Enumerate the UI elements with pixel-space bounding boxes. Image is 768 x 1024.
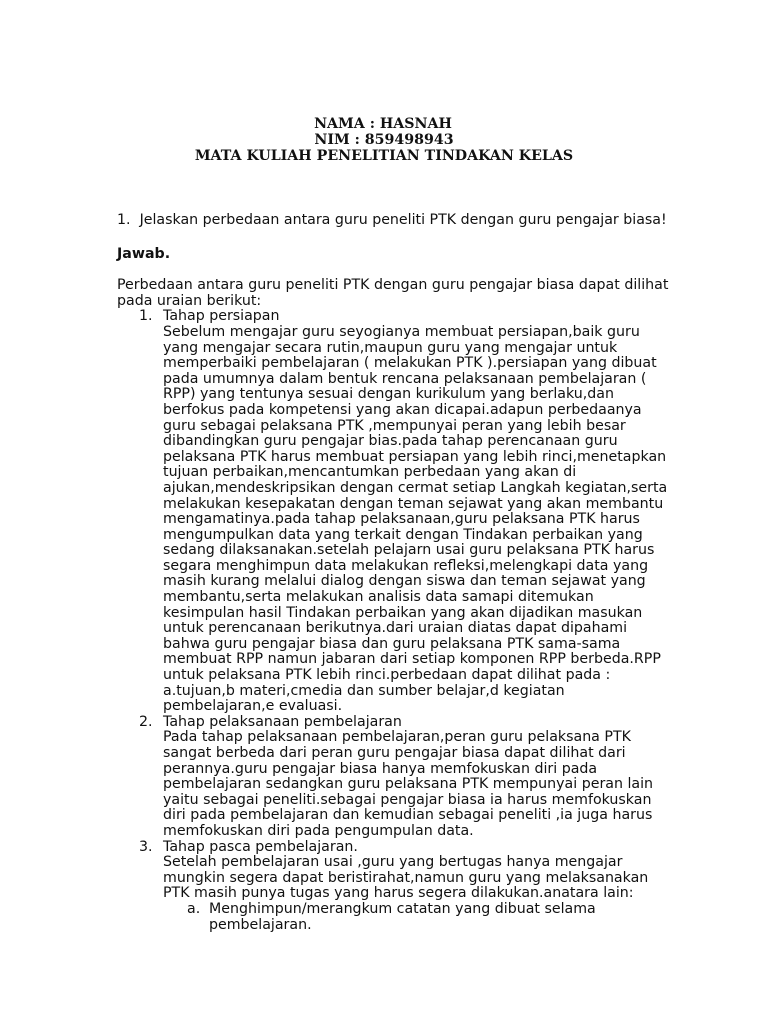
step-body: Pada tahap pelaksanaan pembelajaran,peran guru pelaksana PTK sangat berbeda dari peran guru pengajar biasa dapat dilihat dari perannya.guru pengajar biasa hanya memfokuskan diri pada pembelajaran sedangkan guru pelaksana PTK mempunyai peran lain yaitu sebagai peneliti.sebagai pengajar biasa ia harus memfokuskan diri pada pembelajaran dan kemudian sebagai peneliti ,ia juga harus memfokuskan diri pada pengumpulan data.	[163, 729, 654, 839]
list-item	[117, 840, 677, 934]
step-number: 2.	[139, 713, 153, 730]
answer-intro: Perbedaan antara guru peneliti PTK dengan guru pengajar biasa dapat dilihat pada uraian berikut:	[117, 277, 669, 309]
sub-item-list	[163, 902, 677, 933]
step-body: Setelah pembelajaran usai ,guru yang bertugas hanya mengajar mungkin segera dapat beristirahat,namun guru yang melaksanakan PTK masih punya tugas yang harus segera dilakukan.anatara lain:	[163, 854, 649, 902]
step-body: Sebelum mengajar guru seyogianya membuat persiapan,baik guru yang mengajar secara rutin,maupun guru yang mengajar untuk memperbaiki pembelajaran ( melakukan PTK ).persiapan yang dibuat pada umumnya dalam bentuk rencana pelaksanaan pembelajaran ( RPP) yang tentunya sesuai dengan kurikulum yang berlaku,dan berfokus pada kompetensi yang akan dicapai.adapun perbedaanya guru sebagai pelaksana PTK ,mempunyai peran yang lebih besar dibandingkan guru pengajar bias.pada tahap perencanaan guru pelaksana PTK harus membuat persiapan yang lebih rinci,menetapkan tujuan perbaikan,mencantumkan perbedaan yang akan di ajukan,mendeskripsikan dengan cermat setiap Langkah kegiatan,serta melakukan kesepakatan dengan teman sejawat yang akan membantu mengamatinya.pada tahap pelaksanaan,guru pelaksana PTK harus mengumpulkan data yang terkait dengan Tindakan perbaikan yang sedang dilaksanakan.setelah pelajarn usai guru pelaksana PTK harus segara menghimpun data melakukan refleksi,melengkapi data yang masih kurang melalui dialog dengan siswa dan teman sejawat yang membantu,serta melakukan analisis data samapi ditemukan kesimpulan hasil Tindakan perbaikan yang akan dijadikan masukan untuk perencanaan berikutnya.dari uraian diatas dapat dipahami bahwa guru pengajar biasa dan guru pelaksana PTK sama-sama membuat RPP namun jabaran dari setiap komponen RPP berbeda.RPP untuk pelaksana PTK lebih rinci.perbedaan dapat dilihat pada : a.tujuan,b materi,cmedia dan sumber belajar,d kegiatan pembelajaran,e evaluasi.	[163, 323, 668, 715]
step-title: Tahap pasca pembelajaran.	[163, 838, 358, 855]
answer-steps-list	[117, 309, 677, 933]
answer-label: Jawab.	[117, 245, 171, 262]
question-1	[117, 213, 677, 229]
question-text: Jelaskan perbedaan antara guru peneliti PTK dengan guru pengajar biasa!	[139, 212, 667, 228]
student-nim: NIM : 859498943	[314, 132, 454, 148]
list-item	[117, 309, 677, 714]
question-number: 1.	[117, 212, 131, 228]
step-title: Tahap pelaksanaan pembelajaran	[163, 713, 402, 730]
step-number: 1.	[139, 308, 153, 325]
document-body	[117, 213, 677, 933]
sub-item-letter: a.	[187, 900, 201, 917]
step-number: 3.	[139, 838, 153, 855]
step-title: Tahap persiapan	[163, 308, 280, 325]
course-title: MATA KULIAH PENELITIAN TINDAKAN KELAS	[194, 148, 574, 164]
student-name: NAMA : HASNAH	[314, 116, 452, 132]
list-item	[117, 715, 677, 840]
sub-item-text: Menghimpun/merangkum catatan yang dibuat selama pembelajaran.	[209, 900, 596, 933]
list-item	[163, 902, 677, 933]
document-header	[0, 116, 768, 164]
